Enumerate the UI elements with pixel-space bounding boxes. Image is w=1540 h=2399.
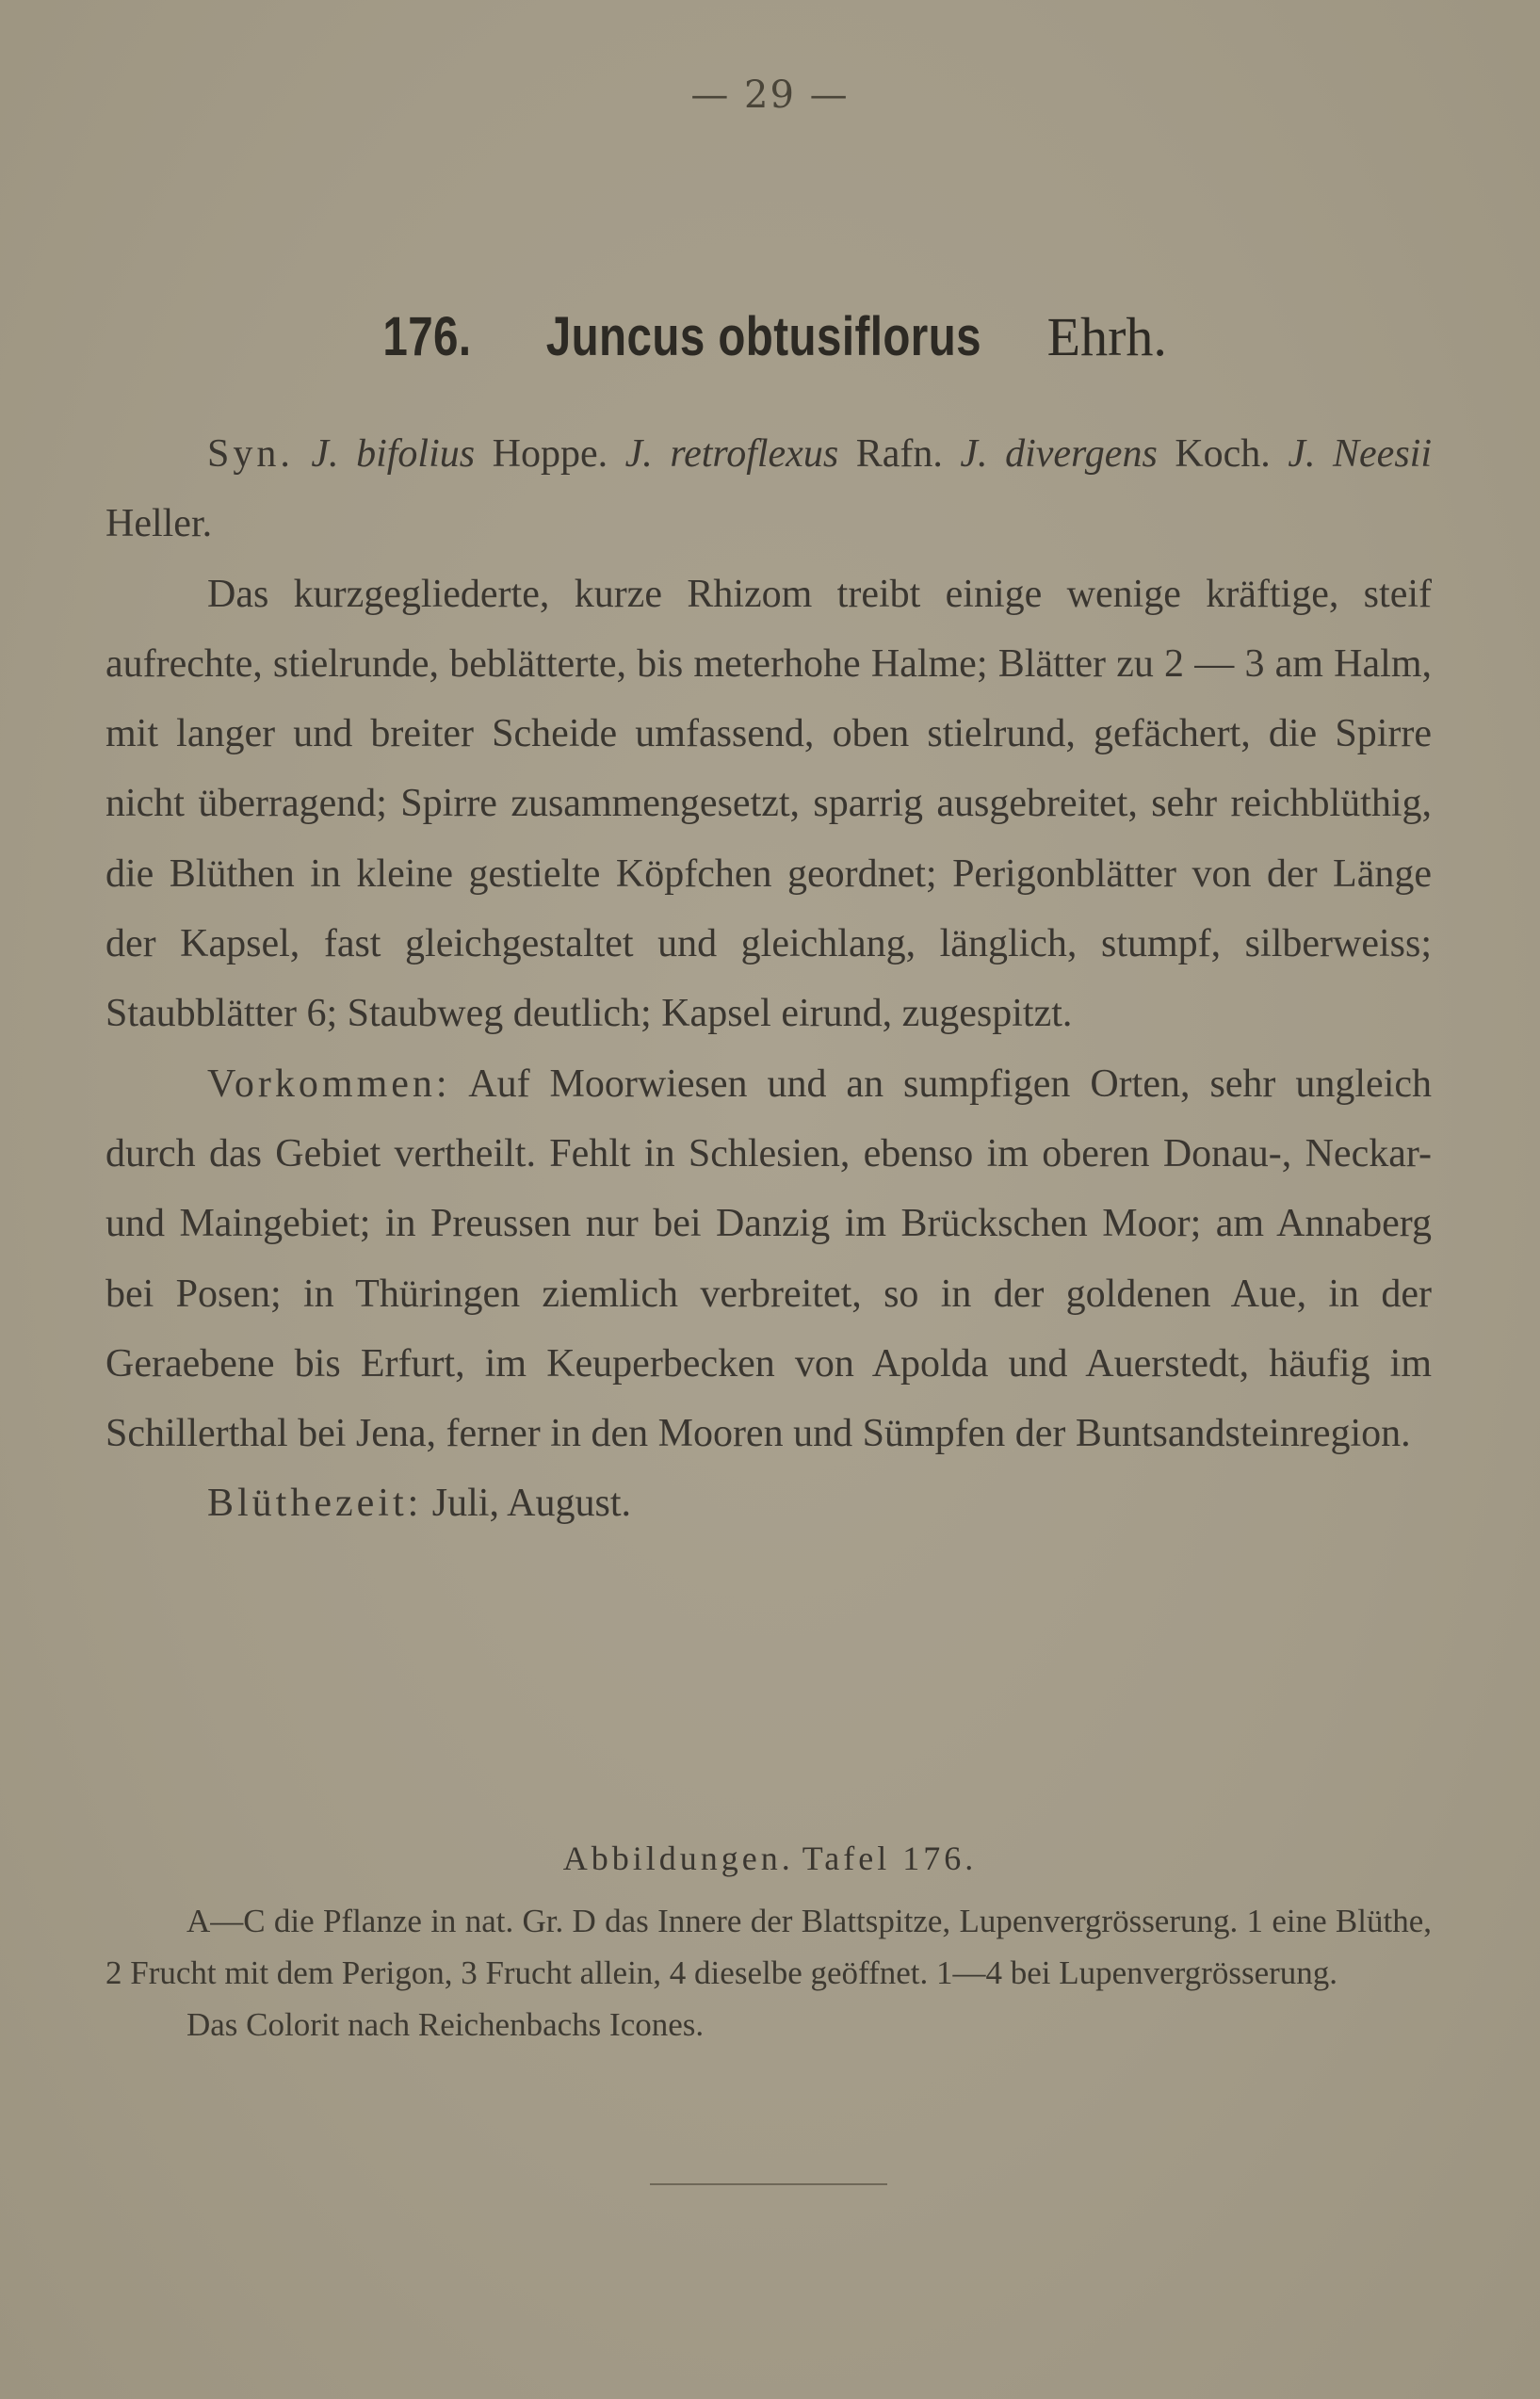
figures-heading-label: Abbildungen.: [562, 1840, 794, 1877]
flowering-paragraph: [105, 1468, 1432, 1538]
synonyms-paragraph: [105, 419, 1432, 559]
species-author: Ehrh.: [1046, 306, 1167, 367]
figures-description: A—C die Pflanze in nat. Gr. D das Innere der Blattspitze, Lupenvergrösserung. 1 eine Blüthe, 2 Frucht mit dem Perigon, 3 Frucht allein, 4 dieselbe geöffnet. 1—4 bei Lupenvergrösserung.: [105, 1903, 1432, 1991]
colour-note: Das Colorit nach Reichenbachs Icones.: [186, 2006, 705, 2043]
figures-heading-plate: Tafel 176.: [802, 1840, 978, 1877]
synonym-name: J. retroflexus: [624, 432, 839, 476]
species-number: 176.: [382, 306, 472, 367]
synonym-name: J. divergens: [960, 432, 1158, 476]
synonym-author: Koch.: [1175, 432, 1271, 476]
species-title: [0, 303, 1540, 370]
synonym-author: Heller.: [105, 502, 213, 546]
occurrence-label: Vorkommen:: [207, 1062, 451, 1106]
synonym-author: Hoppe.: [492, 432, 608, 476]
page-number: — 29 —: [690, 73, 850, 117]
figures-heading: [0, 1839, 1540, 1878]
flowering-label: Blüthezeit:: [207, 1482, 423, 1526]
flowering-text: Juli, August.: [431, 1482, 632, 1526]
synonym-author: Rafn.: [855, 432, 943, 476]
synonyms-lead: Syn.: [207, 432, 294, 476]
figures-legend: [105, 1895, 1432, 2050]
synonym-name: J. Neesii: [1288, 432, 1432, 476]
synonym-name: J. bifolius: [311, 432, 476, 476]
description-paragraph: Das kurzgegliederte, kurze Rhizom treibt einige wenige kräftige, steif aufrechte, stielrunde, beblätterte, bis meterhohe Halme; Blätter zu 2 — 3 am Halm, mit langer und breiter Scheide umfassend, oben stielrund, gefächert, die Spirre nicht überragend; Spirre zusammengesetzt, sparrig ausgebreitet, sehr reichblüthig, die Blüthen in kleine gestielte Köpfchen geordnet; Perigonblätter von der Länge der Kapsel, fast gleichgestaltet und gleichlang, länglich, stumpf, silberweiss; Staubblätter 6; Staubweg deutlich; Kapsel eirund, zugespitzt.: [105, 572, 1432, 1036]
occurrence-paragraph: [105, 1049, 1432, 1469]
species-name: Juncus obtusiflorus: [546, 306, 982, 367]
end-rule: [650, 2183, 887, 2185]
main-text: [105, 419, 1432, 1539]
occurrence-text: Auf Moorwiesen und an sumpfigen Orten, sehr ungleich durch das Gebiet vertheilt. Fehlt in Schlesien, ebenso im oberen Donau-, Neckar- und Maingebiet; in Preussen nur bei Danzig im Brückschen Moor; am Annaberg bei Posen; in Thüringen ziemlich verbreitet, so in der goldenen Aue, in der Geraebene bis Erfurt, im Keuperbecken von Apolda und Auerstedt, häufig im Schillerthal bei Jena, ferner in den Mooren und Sümpfen der Buntsandsteinregion.: [105, 1062, 1433, 1456]
